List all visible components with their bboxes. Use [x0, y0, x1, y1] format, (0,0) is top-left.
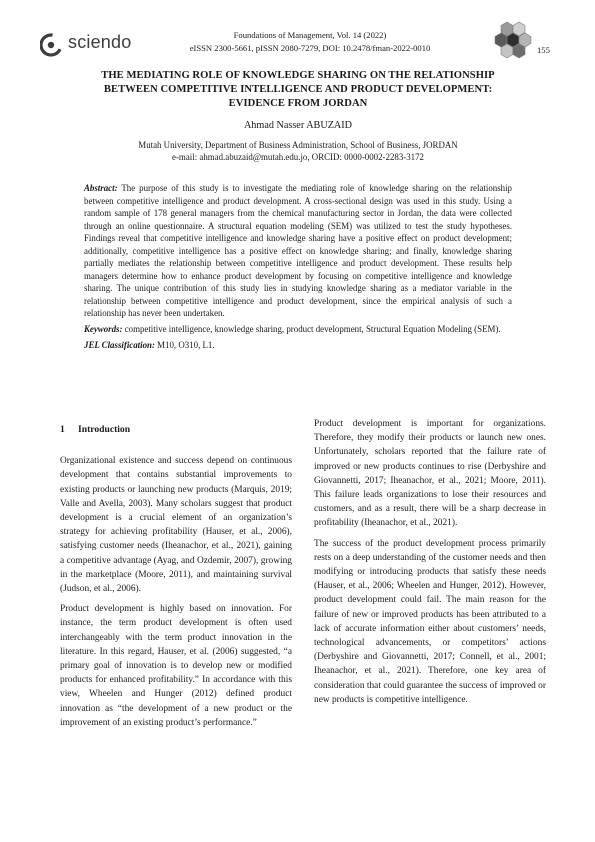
logo-text: sciendo: [68, 32, 132, 52]
paragraph: Organizational existence and success depend on continuous development that contains substantial improvements to existing products or launching new products (Marquis, 2019; Valle and Avella, 2003). Many scholars suggest that product development is a crucial element of an organization’s strategy for achieving profitability (Hauser, et al., 2006), satisfying customer needs (Iheanachor, et al., 2021), gaining a competitive advantage (Ayag, and Ozdemir, 2007), growing in the marketplace (Moore, 2011), and maintaining survival (Judson, et al., 2006).: [60, 456, 292, 595]
abstract-block: [84, 182, 512, 354]
paragraph: Product development is highly based on innovation. For instance, the term product development is often used interchangeably with the term product innovation in the literature. In this regard, Hauser, et al. (2006) suggested, “a primary goal of innovation is to develop new or modified products for enhanced profitability.” In accordance with this view, Wheelen and Hunger (2012) defined product innovation as “the development of a new product or the improvement of an existing product’s performance.”: [60, 604, 292, 728]
section-title: Introduction: [78, 424, 131, 435]
section-number: 1: [60, 424, 65, 435]
keywords-label: Keywords:: [84, 324, 123, 335]
jel-classification: [84, 339, 512, 352]
title-line-1: THE MEDIATING ROLE OF KNOWLEDGE SHARING ON THE RELATIONSHIP: [101, 70, 495, 81]
article-title: [60, 69, 536, 111]
paragraph: The success of the product development process primarily rests on a deep understanding of the customer needs and then modifying or introducing products that satisfy these needs (Hauser, et al., 2006; Wheelen and Hunger, 2012). However, product development could fail. The main reason for the failure of new or improved products has been attributed to a lack of accurate information either about customers’ needs, technological advancements, or competitors’ actions (Derbyshire and Giovannetti, 2017; Connell, et al., 2001; Iheanachor, et al., 2021). Therefore, one key area of consideration that could guarantee the success of improved or new products is competitive intelligence.: [314, 538, 546, 705]
issn-line: eISSN 2300-5661, pISSN 2080-7279, DOI: 10.2478/fman-2022-0010: [189, 43, 431, 53]
jel-label: JEL Classification:: [84, 339, 155, 350]
abstract-label: Abstract:: [84, 183, 118, 193]
title-line-2: BETWEEN COMPETITIVE INTELLIGENCE AND PRODUCT DEVELOPMENT:: [103, 84, 493, 95]
keywords-text: competitive intelligence, knowledge sharing, product development, Structural Equation Modeling (SEM).: [124, 324, 501, 335]
author-affiliation: [60, 139, 536, 163]
body-left-column: [60, 423, 292, 736]
keywords: [84, 323, 512, 336]
page-number: 155: [537, 45, 550, 55]
sciendo-logo-icon: [40, 32, 66, 58]
body-right-column: [314, 419, 546, 713]
author-name: Ahmad Nasser ABUZAID: [243, 120, 353, 131]
contact-line: e-mail: ahmad.abuzaid@mutah.edu.jo, ORCID: 0000-0002-2283-3172: [172, 152, 424, 162]
journal-line: Foundations of Management, Vol. 14 (2022): [233, 30, 387, 40]
abstract: [84, 182, 512, 320]
section-heading: [60, 423, 292, 437]
title-line-3: EVIDENCE FROM JORDAN: [228, 98, 368, 109]
paragraph: Product development is important for organizations. Therefore, they modify their products or launch new ones. Unfortunately, scholars reported that the failure rate of improved or new products continues to rise (Derbyshire and Giovannetti, 2017; Iheanachor, et al., 2021; Moore, 2011). This failure leads organizations to lose their resources and customers, and as a result, there will be a sharp decrease in profitability (Iheanachor, et al., 2021).: [314, 419, 546, 529]
sciendo-logo: [40, 32, 150, 58]
jel-text: M10, O310, L1.: [157, 339, 215, 350]
affiliation-line: Mutah University, Department of Business Administration, School of Business, JORDAN: [138, 140, 458, 150]
abstract-text: The purpose of this study is to investigate the mediating role of knowledge sharing on the relationship between competitive intelligence and product development. A cross-sectional design was used in this study. Using a random sample of 178 general managers from the chemical manufacturing sector in Jordan, the data were collected through an online questionnaire. A structural equation modeling (SEM) was utilized to test the study hypotheses. Findings reveal that competitive intelligence and knowledge sharing have a positive effect on product development; additionally, competitive intelligence has a positive effect on knowledge sharing; and finally, knowledge sharing partially mediates the relationship between competitive intelligence and product development. These results help managers determine how to enhance product development by focusing on competitive intelligence and knowledge sharing. The unique contribution of this study lies in studying knowledge sharing as a mediator variable in the relationship between competitive intelligence and product development, since the empirical analysis of such a relationship has never been undertaken.: [84, 183, 512, 319]
journal-hexagon-icon: [492, 20, 534, 60]
